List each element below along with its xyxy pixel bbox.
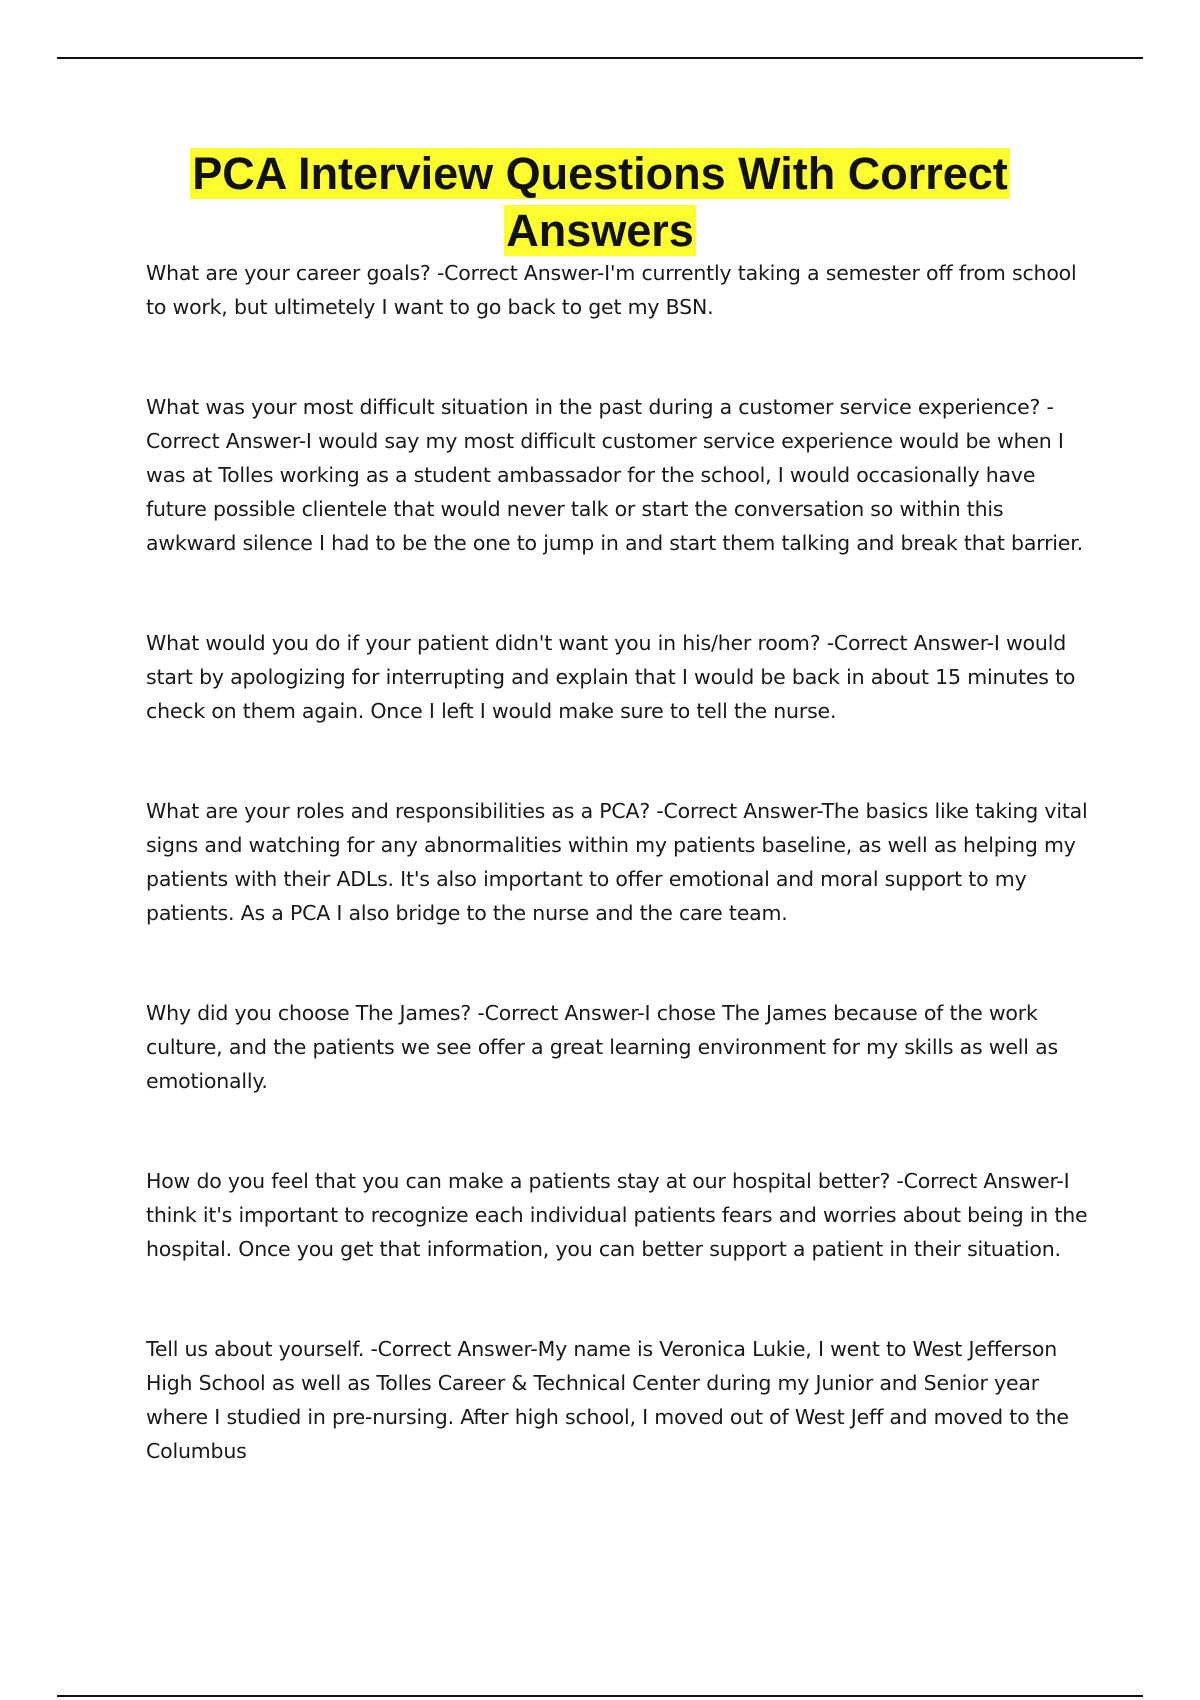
qa-item-difficult-situation (146, 390, 1096, 560)
qa-item-about-yourself (146, 1332, 1096, 1468)
answer-text: -Correct Answer-I would start by apologizing for interrupting and explain that I would be back in about 15 minutes to check on them again. Once I left I would make sure to tell the nurse. (146, 631, 1076, 723)
answer-text: -Correct Answer-My name is Veronica Lukie, I went to West Jefferson High School as well as Tolles Career & Technical Center during my Junior and Senior year where I studied in pre-nursing. After high school, I moved out of West Jeff and moved to the Columbus (146, 1337, 1069, 1463)
title-highlight: PCA Interview Questions With Correct Answers (192, 148, 1008, 256)
document-title (100, 145, 1100, 259)
top-rule (57, 57, 1143, 59)
qa-item-career-goals (146, 256, 1096, 324)
answer-text: -Correct Answer-I would say my most difficult customer service experience would be when I was at Tolles working as a student ambassador for the school, I would occasionally have future possible clientele that would never talk or start the conversation so within this awkward silence I had to be the one to jump in and start them talking and break that barrier. (146, 395, 1083, 555)
answer-text: -Correct Answer-I think it's important to recognize each individual patients fears and worries about being in the hospital. Once you get that information, you can better support a patient in their situation. (146, 1169, 1088, 1261)
question-text: What would you do if your patient didn't want you in his/her room? (146, 631, 821, 655)
answer-text: -Correct Answer-I'm currently taking a semester off from school to work, but ultimetely I want to go back to get my BSN. (146, 261, 1077, 319)
qa-item-roles-responsibilities (146, 794, 1096, 930)
bottom-rule (57, 1695, 1143, 1697)
qa-list (146, 256, 1096, 1468)
question-text: Why did you choose The James? (146, 1001, 472, 1025)
question-text: What are your roles and responsibilities as a PCA? (146, 799, 651, 823)
qa-item-patient-stay (146, 1164, 1096, 1266)
question-text: What was your most difficult situation in the past during a customer service experience? (146, 395, 1041, 419)
question-text: How do you feel that you can make a patients stay at our hospital better? (146, 1169, 891, 1193)
answer-text: -Correct Answer-I chose The James because of the work culture, and the patients we see offer a great learning environment for my skills as well as emotionally. (146, 1001, 1058, 1093)
qa-item-why-the-james (146, 996, 1096, 1098)
question-text: What are your career goals? (146, 261, 431, 285)
qa-item-patient-refusal (146, 626, 1096, 728)
question-text: Tell us about yourself. (146, 1337, 365, 1361)
answer-text: -Correct Answer-The basics like taking vital signs and watching for any abnormalities within my patients baseline, as well as helping my patients with their ADLs. It's also important to offer emotional and moral support to my patients. As a PCA I also bridge to the nurse and the care team. (146, 799, 1088, 925)
